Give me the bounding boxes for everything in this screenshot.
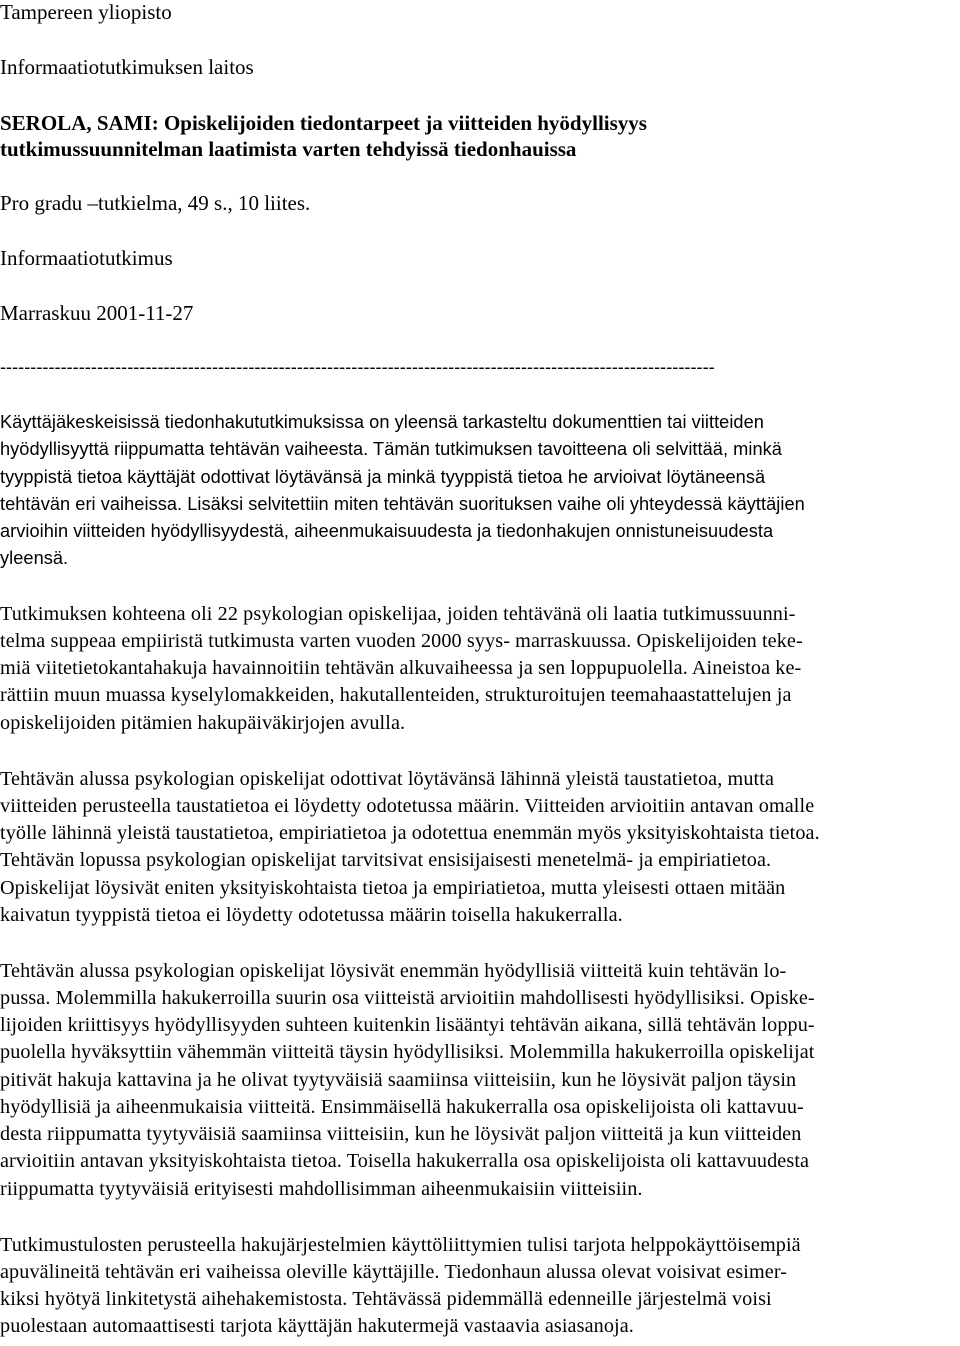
text-line: Tehtävän lopussa psykologian opiskelijat tarvitsivat ensisijaisesti menetelmä- ja empiriatietoa. — [0, 849, 772, 871]
text-line: arvioihin viitteiden hyödyllisyydestä, aiheenmukaisuudesta ja tiedonhakujen onnistuneisuudesta — [0, 521, 774, 541]
text-line: telma suppeaa empiiristä tutkimusta varten vuoden 2000 syys- marraskuussa. Opiskelijoiden teke- — [0, 630, 803, 652]
separator-line: ---------------------------------------------------------------------------------------------------------------------- — [0, 357, 715, 377]
subject-name: Informaatiotutkimus — [0, 246, 173, 270]
text-line: Tehtävän alussa psykologian opiskelijat odottivat löytävänsä lähinnä yleistä taustatietoa, mutta — [0, 768, 775, 790]
thesis-info: Pro gradu –tutkielma, 49 s., 10 liites. — [0, 191, 311, 215]
thesis-title-line-1: SEROLA, SAMI: Opiskelijoiden tiedontarpeet ja viitteiden hyödyllisyys — [0, 111, 647, 135]
text-line: Tehtävän alussa psykologian opiskelijat löysivät enemmän hyödyllisiä viitteitä kuin tehtävän lo- — [0, 960, 787, 982]
text-line: miä viitetietokantahakuja havainnoitiin tehtävän alkuvaiheessa ja sen loppupuolella. Aineistoa ke- — [0, 657, 802, 679]
text-line: riippumatta tyytyväisiä erityisesti mahdollisimman aiheenmukaisiin viitteisiin. — [0, 1178, 643, 1200]
text-line: arvioitiin antavan yksityiskohtaista tietoa. Toisella hakukerralla osa opiskelijoista oli kattavuudesta — [0, 1150, 810, 1172]
text-line: hyödyllisyyttä riippumatta tehtävän vaiheesta. Tämän tutkimuksen tavoitteena oli selvittää, minkä — [0, 439, 782, 459]
text-line: viitteiden perusteella taustatietoa ei löydetty odotetussa määrin. Viitteiden arvioitiin antavan omalle — [0, 795, 815, 817]
thesis-title-line-2: tutkimussuunnitelman laatimista varten tehdyissä tiedonhauissa — [0, 137, 577, 161]
thesis-date: Marraskuu 2001-11-27 — [0, 301, 194, 325]
text-line: kaivatun tyyppistä tietoa ei löydetty odotetussa määrin toisella hakukerralla. — [0, 904, 623, 926]
text-line: yleensä. — [0, 548, 69, 568]
text-line: Tutkimustulosten perusteella hakujärjestelmien käyttöliittymien tulisi tarjota helppokäyttöisempiä — [0, 1234, 801, 1256]
text-line: rättiin muun muassa kyselylomakkeiden, hakutallenteiden, strukturoitujen teemahaastattelujen ja — [0, 684, 792, 706]
text-line: hyödyllisiä ja aiheenmukaisia viitteitä. Ensimmäisellä hakukerralla osa opiskelijoista oli kattavuu- — [0, 1096, 804, 1118]
text-line: apuvälineitä tehtävän eri vaiheissa oleville käyttäjille. Tiedonhaun alussa olevat voisivat esimer- — [0, 1261, 788, 1283]
department-name: Informaatiotutkimuksen laitos — [0, 55, 254, 79]
text-line: pussa. Molemmilla hakukerroilla suurin osa viitteistä arvioitiin mahdollisesti hyödyllisiksi. Opiske- — [0, 987, 815, 1009]
text-line: puolella hyväksyttiin vähemmän viitteitä täysin hyödyllisiksi. Molemmilla hakukerroilla opiskelijat — [0, 1041, 815, 1063]
text-line: lijoiden kriittisyys hyödyllisyyden suhteen kuitenkin lisääntyi tehtävän aikana, sillä tehtävän loppu- — [0, 1014, 815, 1036]
text-line: pitivät hakuja kattavina ja he olivat tyytyväisiä saamiinsa viitteisiin, kun he löysivät paljon täysin — [0, 1069, 797, 1091]
text-line: Käyttäjäkeskeisissä tiedonhakututkimuksissa on yleensä tarkasteltu dokumenttien tai viitteiden — [0, 412, 764, 432]
text-line: Opiskelijat löysivät eniten yksityiskohtaista tietoa ja empiriatietoa, mutta yleisesti ottaen mitään — [0, 877, 786, 899]
text-line: työlle lähinnä yleistä taustatietoa, empiriatietoa ja odotettua enemmän myös yksityiskohtaista tietoa. — [0, 822, 820, 844]
text-line: Tutkimuksen kohteena oli 22 psykologian opiskelijaa, joiden tehtävänä oli laatia tutkimussuunni- — [0, 603, 796, 625]
text-line: puolestaan automaattisesti tarjota käyttäjän hakutermejä vastaavia asiasanoja. — [0, 1315, 634, 1337]
text-line: tehtävän eri vaiheissa. Lisäksi selvitettiin miten tehtävän suorituksen vaihe oli yhteydessä käyttäjien — [0, 494, 805, 514]
text-line: opiskelijoiden pitämien hakupäiväkirjojen avulla. — [0, 712, 406, 734]
text-line: tyyppistä tietoa käyttäjät odottivat löytävänsä ja minkä tyyppistä tietoa he arvioivat löytäneensä — [0, 467, 766, 487]
text-line: desta riippumatta tyytyväisiä saamiinsa viitteisiin, kun he löysivät paljon viitteitä ja kun viitteiden — [0, 1123, 802, 1145]
text-line: kiksi hyötyä linkitetystä aihehakemistosta. Tehtävässä pidemmällä edenneille järjestelmä voisi — [0, 1288, 772, 1310]
university-name: Tampereen yliopisto — [0, 0, 172, 24]
